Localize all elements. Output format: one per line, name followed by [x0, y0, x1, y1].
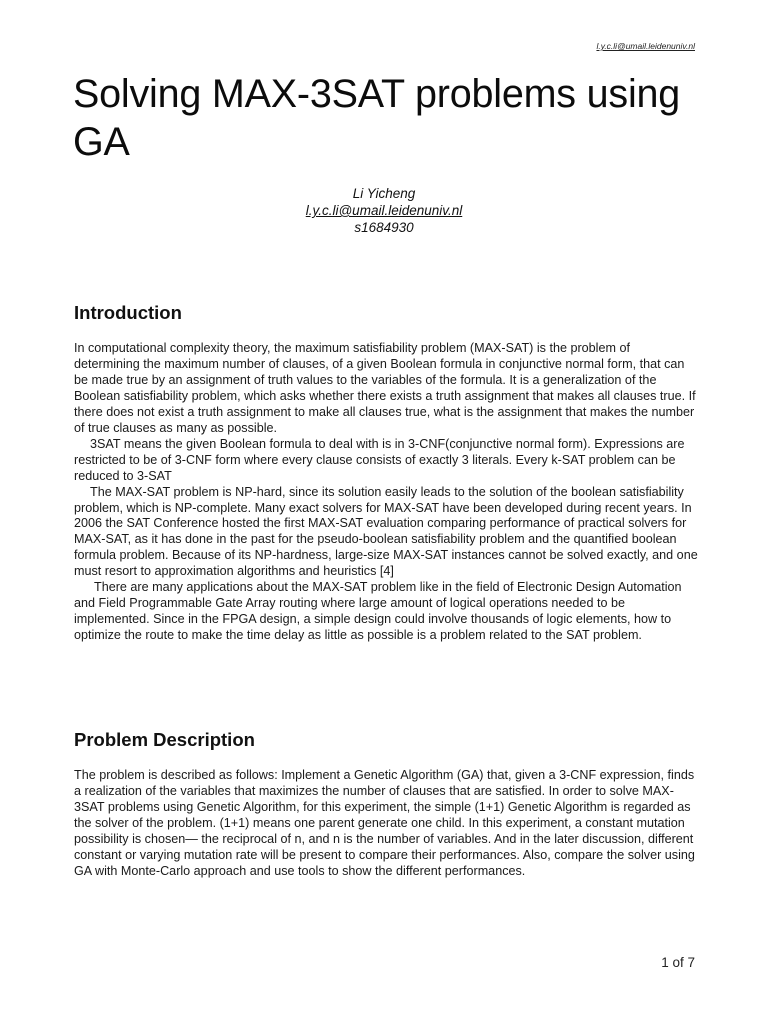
paper-title: Solving MAX-3SAT problems using GA	[73, 72, 681, 164]
problem-description-body	[74, 768, 698, 880]
intro-paragraph-1: In computational complexity theory, the maximum satisfiability problem (MAX-SAT) is the problem of determining the maximum number of clauses, of a given Boolean formula in conjunctive normal form, that can be made true by an assignment of truth values to the variables of the formula. It is a generalization of the Boolean satisfiability problem, which asks whether there exists a truth assignment that makes all clauses true. If there does not exist a truth assignment to make all clauses true, what is the assignment that makes the number of true clauses as many as possible.	[74, 341, 696, 435]
author-email[interactable]: l.y.c.li@umail.leidenuniv.nl	[305, 203, 463, 218]
author-name: Li Yicheng	[352, 186, 416, 201]
author-student-id: s1684930	[354, 220, 414, 235]
intro-paragraph-4: There are many applications about the MAX-SAT problem like in the field of Electronic Design Automation and Field Programmable Gate Array routing where large amount of logical operations needed to be implemented. Since in the FPGA design, a simple design could involve thousands of logic elements, how to optimize the route to make the time delay as little as possible is a problem related to the SAT problem.	[74, 580, 682, 643]
page-number: 1 of 7	[661, 955, 695, 970]
intro-paragraph-2: 3SAT means the given Boolean formula to deal with is in 3-CNF(conjunctive normal form). Expressions are restricted to be of 3-CNF form where every clause consists of exactly 3 literals. Every k-SAT problem can be reduced to 3-SAT	[74, 436, 685, 483]
problem-paragraph-1: The problem is described as follows: Implement a Genetic Algorithm (GA) that, given a 3-CNF expression, finds a realization of the variables that maximizes the number of clauses that are satisfied. In order to solve MAX-3SAT problems using Genetic Algorithm, for this experiment, the simple (1+1) Genetic Algorithm is regarded as the solver of the problem. (1+1) means one parent generate one child. In this experiment, a constant mutation possibility is chosen— the reciprocal of n, and n is the number of variables. And in the later discussion, different constant or varying mutation rate will be present to compare their performances. Also, compare the solver using GA with Monte-Carlo approach and use tools to show the different performances.	[74, 768, 695, 878]
section-heading-introduction: Introduction	[74, 302, 182, 323]
section-heading-problem-description: Problem Description	[74, 729, 255, 750]
author-block	[0, 185, 768, 236]
introduction-body	[74, 341, 698, 644]
intro-paragraph-3: The MAX-SAT problem is NP-hard, since its solution easily leads to the solution of the boolean satisfiability problem, which is NP-complete. Many exact solvers for MAX-SAT have been developed during recent years. In 2006 the SAT Conference hosted the first MAX-SAT evaluation comparing performance of practical solvers for MAX-SAT, as it has done in the past for the pseudo-boolean satisfiability problem and the quantified boolean formula problem. Because of its NP-hardness, large-size MAX-SAT instances cannot be solved exactly, and one must resort to approximation algorithms and heuristics [4]	[74, 484, 698, 579]
header-email: l.y.c.li@umail.leidenuniv.nl	[596, 41, 695, 51]
